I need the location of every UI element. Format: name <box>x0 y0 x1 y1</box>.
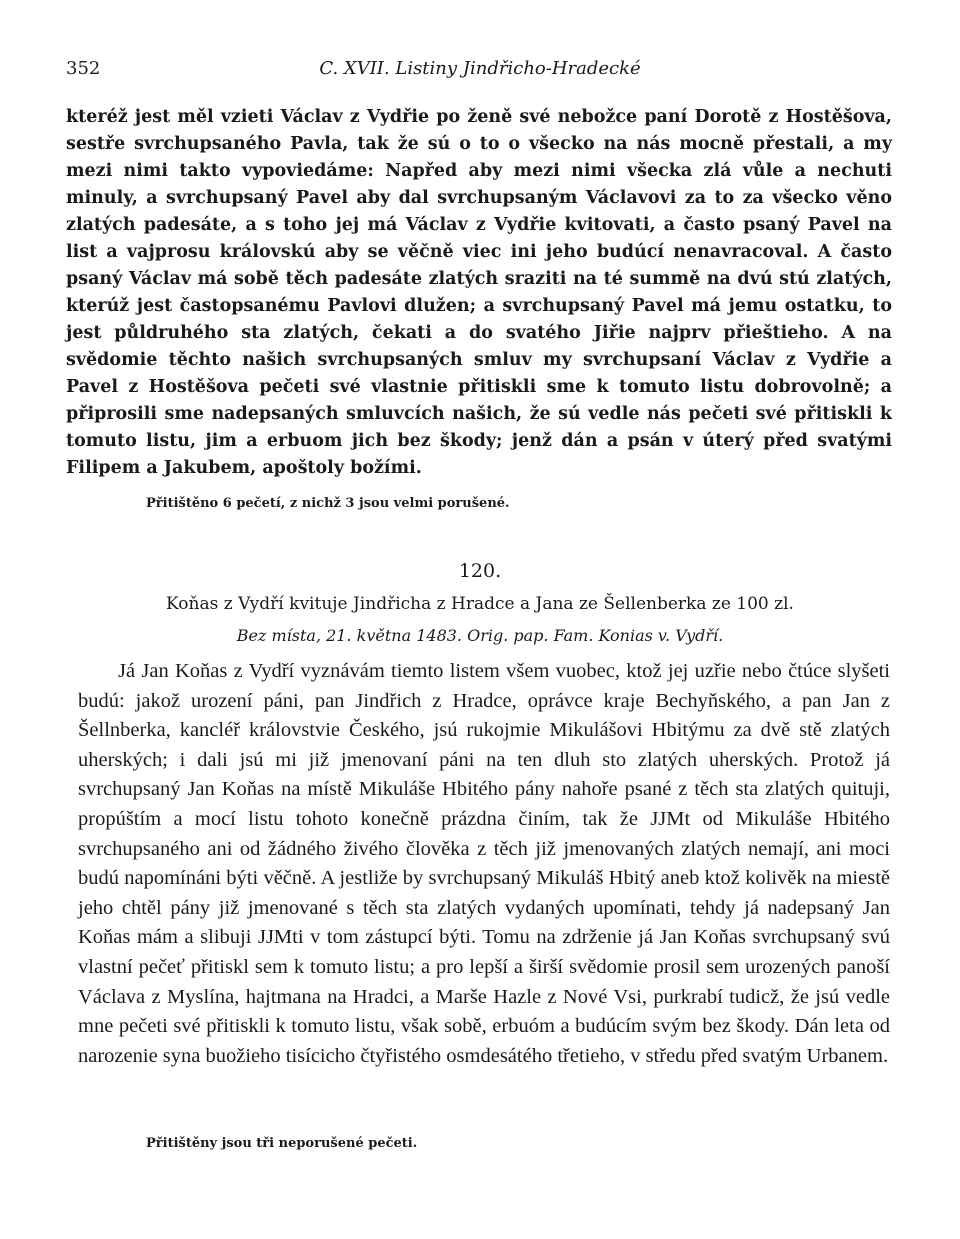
document-119-text: kteréž jest měl vzieti Václav z Vydřie po ženě své nebožce paní Dorotě z Hostěšova, sestře svrchupsaného Pavla, tak že sú o to o všecko na nás mocně přestali, a my mezi nimi takto vypoviedáme: Napřed aby mezi nimi všecka zlá vůle a nechuti minuly, a svrchupsaný Pavel aby dal svrchupsaným Václavovi za to za všecko věno zlatých padesáte, a s toho jej má Václav z Vydřie kvitovati, a často psaný Pavel na list a vajprosu královskú aby se věčně viec ini jeho budúcí nenavracoval. A často psaný Václav má sobě těch padesáte zlatých sraziti na té summě na dvú stú zlatých, kterúž jest častopsanému Pavlovi dlužen; a svrchupsaný Pavel má jemu ostatku, to jest půldruhého sta zlatých, čekati a do svatého Jiřie najprv přieštieho. A na svědomie těchto našich svrchupsaných smluv my svrchupsaní Václav z Vydřie a Pavel z Hostěšova pečeti své vlastnie přitiskli sme k tomuto listu dobrovolně; a připrosili sme nadepsaných smluvcích našich, že sú vedle nás pečeti své přitiskli k tomuto listu, jim a erbuom jich bez škody; jenž dán a psán v úterý před svatými Filipem a Jakubem, apoštoly božími. <box>66 107 892 478</box>
document-120-text: Já Jan Koňas z Vydří vyznávám tiemto listem všem vuobec, ktož jej uzřie nebo čtúce slyšeti budú: jakož urození páni, pan Jindřich z Hradce, oprávce kraje Bechyňského, a pan Jan z Šellnberka, kancléř královstvie Českého, jsú rukojmie Mikulášovi Hbitýmu za dvě stě zlatých uherských; i dali jsú mi již jmenovaní páni na ten dluh sto zlatých uherských. Protož já svrchupsaný Jan Koňas na místě Mikuláše Hbitého pány nahoře psané z těch sta zlatých quituji, propúštím a mocí listu tohoto konečně prázdna činím, tak že JJMt od Mikuláše Hbitého svrchupsaného ani od žádného živého člověka z těch již jmenovaných zlatých nemají, ani moci budú napomínáni býti věčně. A jestliže by svrchupsaný Mikuláš Hbitý aneb ktož kolivěk na miestě jeho chtěl pány již jmenované s těch sta zlatých vydaných upomínati, tehdy já nadepsaný Jan Koňas mám a slibuji JJMti v tom zástupcí býti. Tomu na zdrženie já Jan Koňas svrchupsaný svú vlastní pečeť přitiskl sem k tomuto listu; a pro lepší a širší svědomie prosil sem urozených panoší Václava z Myslína, hajtmana na Hradci, a Marše Hazle z Nové Vsi, purkrabí tudicž, že jsú vedle mne pečeti své přitiskli k tomuto listu, však sobě, erbuóm a budúcím svým bez škody. Dán leta od narozenie syna buožieho tisícicho čtyřistého osmdesátého třetieho, v středu před svatým Urbanem. <box>78 660 890 1067</box>
document-120-title: Koňas z Vydří kvituje Jindřicha z Hradce a Jana ze Šellenberka ze 100 zl. <box>166 594 794 614</box>
document-120-seal-note: Přitištěny jsou tři neporušené pečeti. <box>146 1136 418 1151</box>
page-number: 352 <box>66 58 101 79</box>
document-120-number: 120. <box>458 560 502 582</box>
page-header <box>66 58 894 86</box>
document-120-source: Bez místa, 21. května 1483. Orig. pap. Fam. Konias v. Vydří. <box>236 626 724 645</box>
running-title: C. XVII. Listiny Jindřicho-Hradecké <box>319 58 641 79</box>
document-119-seal-note: Přitištěno 6 pečetí, z nichž 3 jsou velmi porušené. <box>146 496 510 511</box>
